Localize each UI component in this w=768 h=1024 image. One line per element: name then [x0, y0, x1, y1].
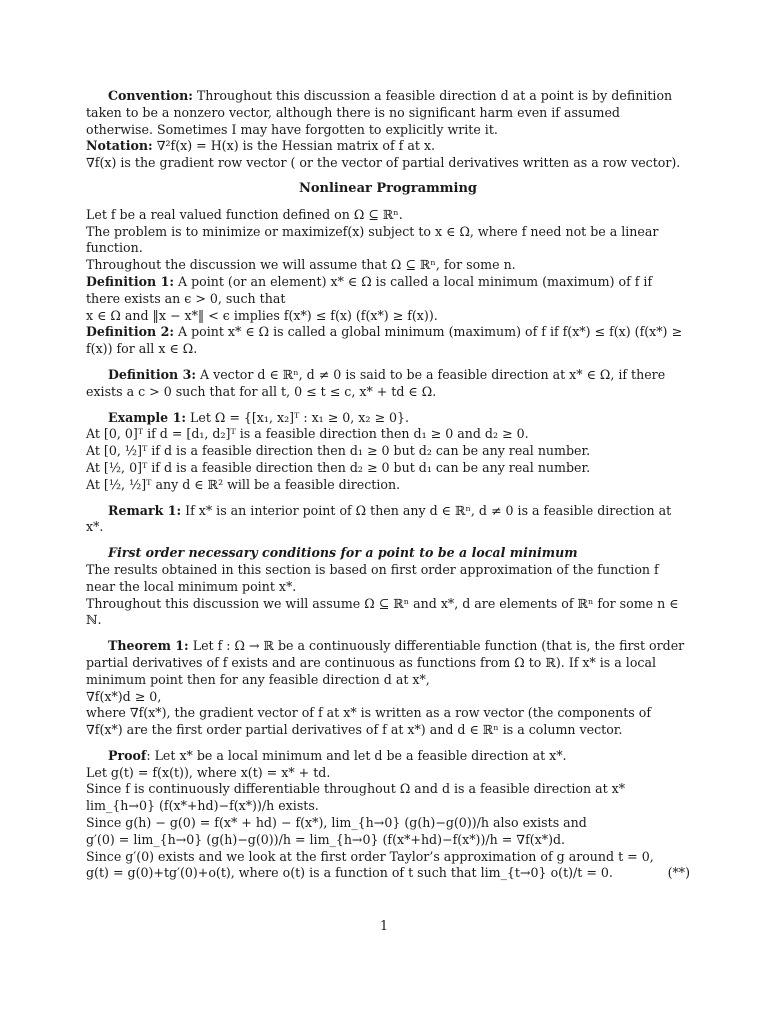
definition-1-condition: x ∈ Ω and ‖x − x*‖ < ϵ implies f(x*) ≤ f(x) (f(x*) ≥ f(x)). — [86, 307, 438, 323]
section-title: Nonlinear Programming — [298, 180, 478, 196]
definition-3: Definition 3: A vector d ∈ ℝⁿ, d ≠ 0 is said to be a feasible direction at x* ∈ Ω, if there exists a c > 0 such that for all t, 0 ≤ t ≤ c, x* + td ∈ Ω. — [86, 366, 666, 399]
definition-1: Definition 1: A point (or an element) x* ∈ Ω is called a local minimum (maximum) of f if there exists an ϵ > 0, such that — [86, 273, 653, 306]
theorem-1: Theorem 1: Let f : Ω → ℝ be a continuously differentiable function (that is, the first order partial derivatives of f exists and are continuous as functions from Ω to ℝ). If x* is a local minimum point then for any feasible direction d at x*, — [86, 638, 685, 687]
proof-line-6: g′(0) = lim_{h→0} (g(h)−g(0))/h = lim_{h→0} (f(x*+hd)−f(x*))/h = ∇f(x*)d. — [86, 831, 566, 847]
convention-paragraph: Convention: Throughout this discussion a feasible direction d at a point is by definition taken to be a nonzero vector, although there is no significant harm even if assumed otherwise. Sometimes I may have forgotten to explicitly write it. — [86, 88, 673, 137]
subsection-title: First order necessary conditions for a point to be a local minimum — [108, 545, 578, 561]
example-1: Example 1: Let Ω = {[x₁, x₂]ᵀ : x₁ ≥ 0, x₂ ≥ 0}. — [108, 409, 410, 425]
example-1-case-c: At [½, 0]ᵀ if d is a feasible direction then d₂ ≥ 0 but d₁ can be any real number. — [86, 459, 591, 475]
proof-line-7: Since g′(0) exists and we look at the first order Taylor’s approximation of g around t = 0, — [86, 848, 654, 864]
proof-line-5: Since g(h) − g(0) = f(x* + hd) − f(x*), lim_{h→0} (g(h)−g(0))/h also exists and — [86, 815, 587, 831]
remark-1: Remark 1: If x* is an interior point of Ω then any d ∈ ℝⁿ, d ≠ 0 is a feasible direction at x*. — [86, 502, 672, 535]
example-1-case-d: At [½, ½]ᵀ any d ∈ ℝ² will be a feasible direction. — [86, 476, 401, 492]
intro-line-3: Throughout the discussion we will assume that Ω ⊆ ℝⁿ, for some n. — [86, 257, 516, 273]
notation-line: Notation: ∇²f(x) = H(x) is the Hessian matrix of f at x. — [86, 138, 435, 154]
proof-line-4: lim_{h→0} (f(x*+hd)−f(x*))/h exists. — [86, 798, 319, 814]
foc-paragraph-1: The results obtained in this section is based on first order approximation of the function f near the local minimum point x*. — [86, 561, 659, 594]
gradient-line: ∇f(x) is the gradient row vector ( or the vector of partial derivatives written as a row vector). — [86, 155, 681, 171]
equation-tag: (**) — [667, 865, 690, 881]
example-1-case-b: At [0, ½]ᵀ if d is a feasible direction then d₁ ≥ 0 but d₂ can be any real number. — [86, 443, 591, 459]
page-number: 1 — [379, 918, 388, 933]
proof-line-3: Since f is continuously differentiable throughout Ω and d is a feasible direction at x* — [86, 781, 626, 797]
example-1-case-a: At [0, 0]ᵀ if d = [d₁, d₂]ᵀ is a feasible direction then d₁ ≥ 0 and d₂ ≥ 0. — [86, 426, 529, 442]
definition-2: Definition 2: A point x* ∈ Ω is called a global minimum (maximum) of f if f(x*) ≤ f(x) (f(x*) ≥ f(x)) for all x ∈ Ω. — [86, 324, 683, 357]
proof-line-8: g(t) = g(0)+tg′(0)+o(t), where o(t) is a function of t such that lim_{t→0} o(t)/t = 0. (**) — [86, 865, 690, 881]
convention-label: Convention: — [108, 88, 193, 103]
document-body — [86, 88, 690, 882]
theorem-1-inequality: ∇f(x*)d ≥ 0, — [86, 688, 162, 704]
proof-line-2: Let g(t) = f(x(t)), where x(t) = x* + td. — [86, 764, 331, 780]
intro-line-1: Let f be a real valued function defined on Ω ⊆ ℝⁿ. — [86, 206, 403, 222]
foc-paragraph-2: Throughout this discussion we will assume Ω ⊆ ℝⁿ and x*, d are elements of ℝⁿ for some n ∈ ℕ. — [86, 595, 679, 628]
intro-line-2: The problem is to minimize or maximizef(x) subject to x ∈ Ω, where f need not be a linear function. — [86, 223, 659, 256]
proof-start: Proof: Let x* be a local minimum and let d be a feasible direction at x*. — [108, 747, 567, 763]
theorem-1-where: where ∇f(x*), the gradient vector of f at x* is written as a row vector (the components of ∇f(x*) are the first order partial derivatives of f at x*) and d ∈ ℝⁿ is a column vector. — [86, 705, 651, 738]
